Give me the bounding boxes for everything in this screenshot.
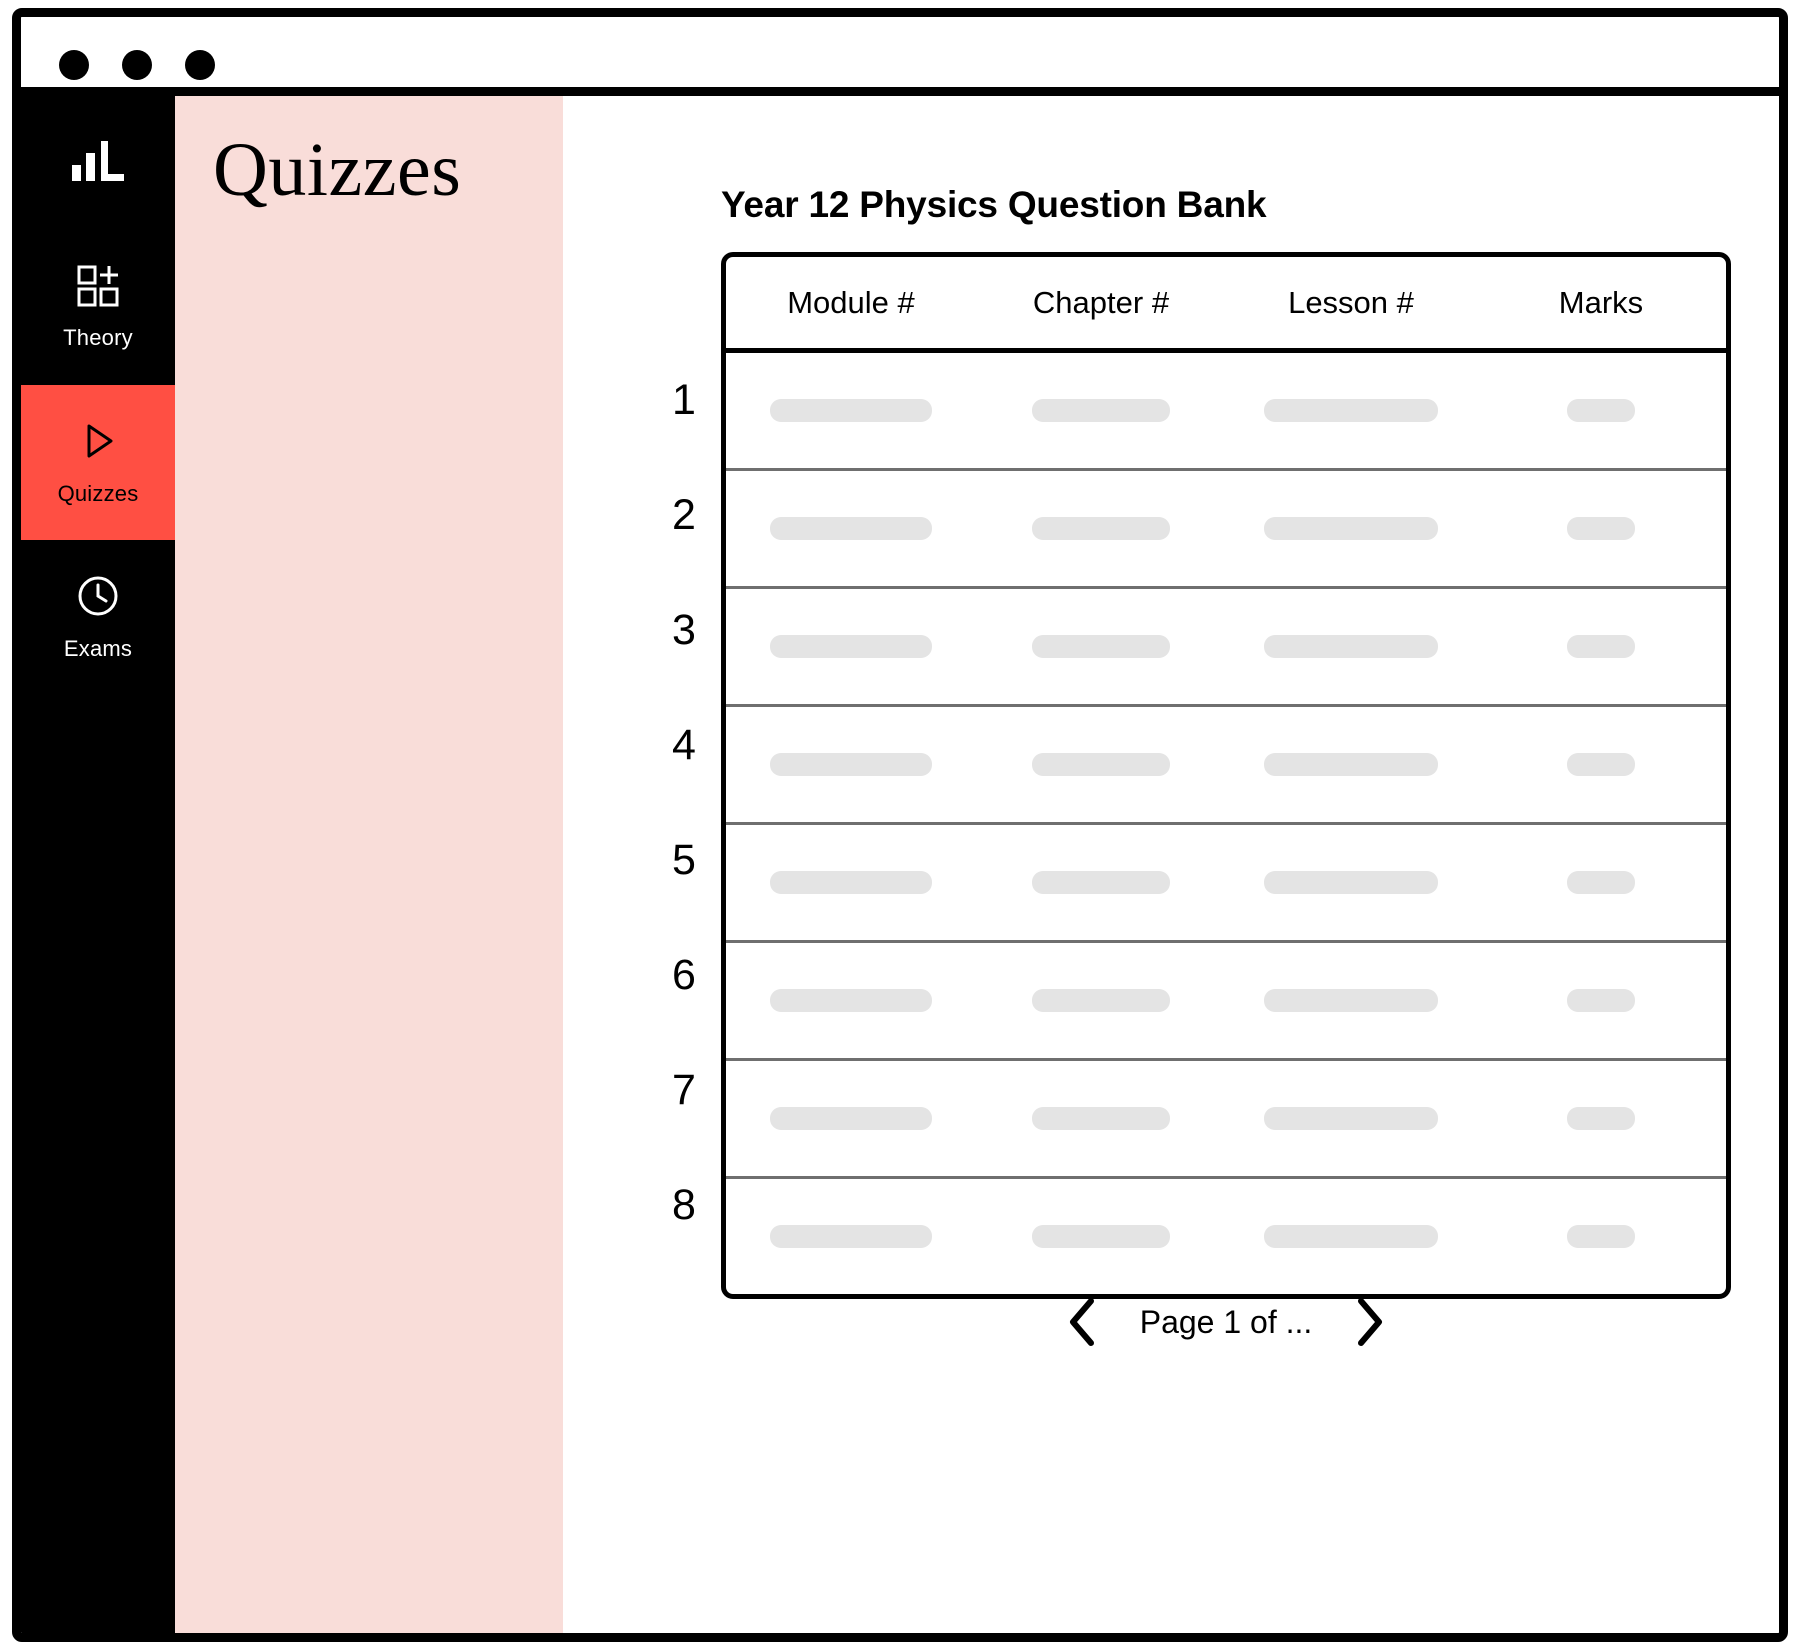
cell-marks xyxy=(1476,517,1726,540)
page-title: Year 12 Physics Question Bank xyxy=(721,183,1267,225)
sidebar-item-label: Quizzes xyxy=(57,481,139,506)
window-body xyxy=(21,96,1779,1633)
skeleton-bar xyxy=(1567,1225,1635,1248)
skeleton-bar xyxy=(1567,517,1635,540)
chevron-right-icon[interactable] xyxy=(1348,1296,1390,1348)
table-row[interactable] xyxy=(726,825,1726,943)
skeleton-bar xyxy=(1032,635,1170,658)
cell-module xyxy=(726,753,976,776)
table-row[interactable] xyxy=(726,589,1726,707)
close-dot[interactable] xyxy=(59,50,89,80)
cell-marks xyxy=(1476,871,1726,894)
column-header-module: Module # xyxy=(787,284,915,320)
table-row[interactable] xyxy=(726,1061,1726,1179)
skeleton-bar xyxy=(770,517,932,540)
skeleton-bar xyxy=(1264,1225,1438,1248)
skeleton-bar xyxy=(1032,753,1170,776)
skeleton-bar xyxy=(770,1107,932,1130)
layout-grid-icon xyxy=(76,264,120,313)
skeleton-bar xyxy=(1264,635,1438,658)
app-logo xyxy=(21,96,175,230)
skeleton-bar xyxy=(1567,635,1635,658)
pagination xyxy=(721,1296,1731,1348)
sidebar-item-quizzes[interactable] xyxy=(21,385,175,540)
skeleton-bar xyxy=(770,1225,932,1248)
pagination-label: Page 1 of ... xyxy=(1139,1303,1313,1340)
skeleton-bar xyxy=(1264,517,1438,540)
minimize-dot[interactable] xyxy=(122,50,152,80)
skeleton-bar xyxy=(770,635,932,658)
table-row[interactable] xyxy=(726,707,1726,825)
cell-module xyxy=(726,517,976,540)
browser-window xyxy=(12,8,1788,1642)
skeleton-bar xyxy=(1567,871,1635,894)
window-titlebar xyxy=(21,17,1779,96)
cell-chapter xyxy=(976,753,1226,776)
row-number: 8 xyxy=(672,1181,696,1229)
row-number: 1 xyxy=(672,376,696,424)
row-number: 5 xyxy=(672,836,696,884)
cell-lesson xyxy=(1226,753,1476,776)
skeleton-bar xyxy=(1567,399,1635,422)
main-content xyxy=(563,96,1779,1633)
column-header-chapter: Chapter # xyxy=(1032,284,1170,320)
cell-chapter xyxy=(976,871,1226,894)
sidebar-item-label: Exams xyxy=(63,636,133,661)
skeleton-bar xyxy=(1032,1225,1170,1248)
row-number: 6 xyxy=(672,951,696,999)
cell-lesson xyxy=(1226,1225,1476,1248)
bar-chart-icon xyxy=(70,139,126,188)
column-header-lesson: Lesson # xyxy=(1288,284,1414,320)
chevron-left-icon[interactable] xyxy=(1062,1296,1104,1348)
section-column xyxy=(175,96,563,1633)
cell-marks xyxy=(1476,399,1726,422)
skeleton-bar xyxy=(1032,871,1170,894)
question-bank-table-wrap xyxy=(672,252,1731,1299)
cell-chapter xyxy=(976,1225,1226,1248)
question-bank-table xyxy=(721,252,1731,1299)
sidebar-item-exams[interactable] xyxy=(21,540,175,695)
skeleton-bar xyxy=(1264,753,1438,776)
skeleton-bar xyxy=(1567,753,1635,776)
cell-chapter xyxy=(976,1107,1226,1130)
row-number: 7 xyxy=(672,1066,696,1114)
sidebar-item-label: Theory xyxy=(63,325,133,350)
cell-lesson xyxy=(1226,1107,1476,1130)
cell-module xyxy=(726,989,976,1012)
cell-marks xyxy=(1476,989,1726,1012)
section-title: Quizzes xyxy=(213,128,462,212)
cell-chapter xyxy=(976,517,1226,540)
skeleton-bar xyxy=(1032,1107,1170,1130)
row-number: 3 xyxy=(672,606,696,654)
row-number-gutter xyxy=(659,343,709,1263)
cell-chapter xyxy=(976,399,1226,422)
skeleton-bar xyxy=(1264,1107,1438,1130)
play-triangle-icon xyxy=(75,418,121,469)
sidebar-item-theory[interactable] xyxy=(21,230,175,385)
row-number: 4 xyxy=(672,721,696,769)
skeleton-bar xyxy=(770,871,932,894)
skeleton-bar xyxy=(770,399,932,422)
skeleton-bar xyxy=(1567,1107,1635,1130)
cell-marks xyxy=(1476,753,1726,776)
column-header-marks: Marks xyxy=(1558,284,1644,320)
table-row[interactable] xyxy=(726,943,1726,1061)
skeleton-bar xyxy=(1032,517,1170,540)
maximize-dot[interactable] xyxy=(185,50,215,80)
sidebar-nav xyxy=(21,96,175,1633)
cell-lesson xyxy=(1226,989,1476,1012)
skeleton-bar xyxy=(1032,989,1170,1012)
cell-module xyxy=(726,1107,976,1130)
clock-icon xyxy=(75,573,121,624)
skeleton-bar xyxy=(1567,989,1635,1012)
cell-marks xyxy=(1476,635,1726,658)
row-number: 2 xyxy=(672,491,696,539)
cell-module xyxy=(726,399,976,422)
table-row[interactable] xyxy=(726,471,1726,589)
cell-marks xyxy=(1476,1107,1726,1130)
table-row[interactable] xyxy=(726,1179,1726,1294)
cell-module xyxy=(726,871,976,894)
cell-module xyxy=(726,1225,976,1248)
skeleton-bar xyxy=(770,753,932,776)
cell-chapter xyxy=(976,635,1226,658)
table-row[interactable] xyxy=(726,353,1726,471)
cell-lesson xyxy=(1226,399,1476,422)
cell-lesson xyxy=(1226,517,1476,540)
cell-lesson xyxy=(1226,871,1476,894)
cell-chapter xyxy=(976,989,1226,1012)
cell-module xyxy=(726,635,976,658)
skeleton-bar xyxy=(770,989,932,1012)
skeleton-bar xyxy=(1264,871,1438,894)
table-header-row xyxy=(726,257,1726,353)
cell-lesson xyxy=(1226,635,1476,658)
cell-marks xyxy=(1476,1225,1726,1248)
skeleton-bar xyxy=(1264,399,1438,422)
skeleton-bar xyxy=(1032,399,1170,422)
skeleton-bar xyxy=(1264,989,1438,1012)
